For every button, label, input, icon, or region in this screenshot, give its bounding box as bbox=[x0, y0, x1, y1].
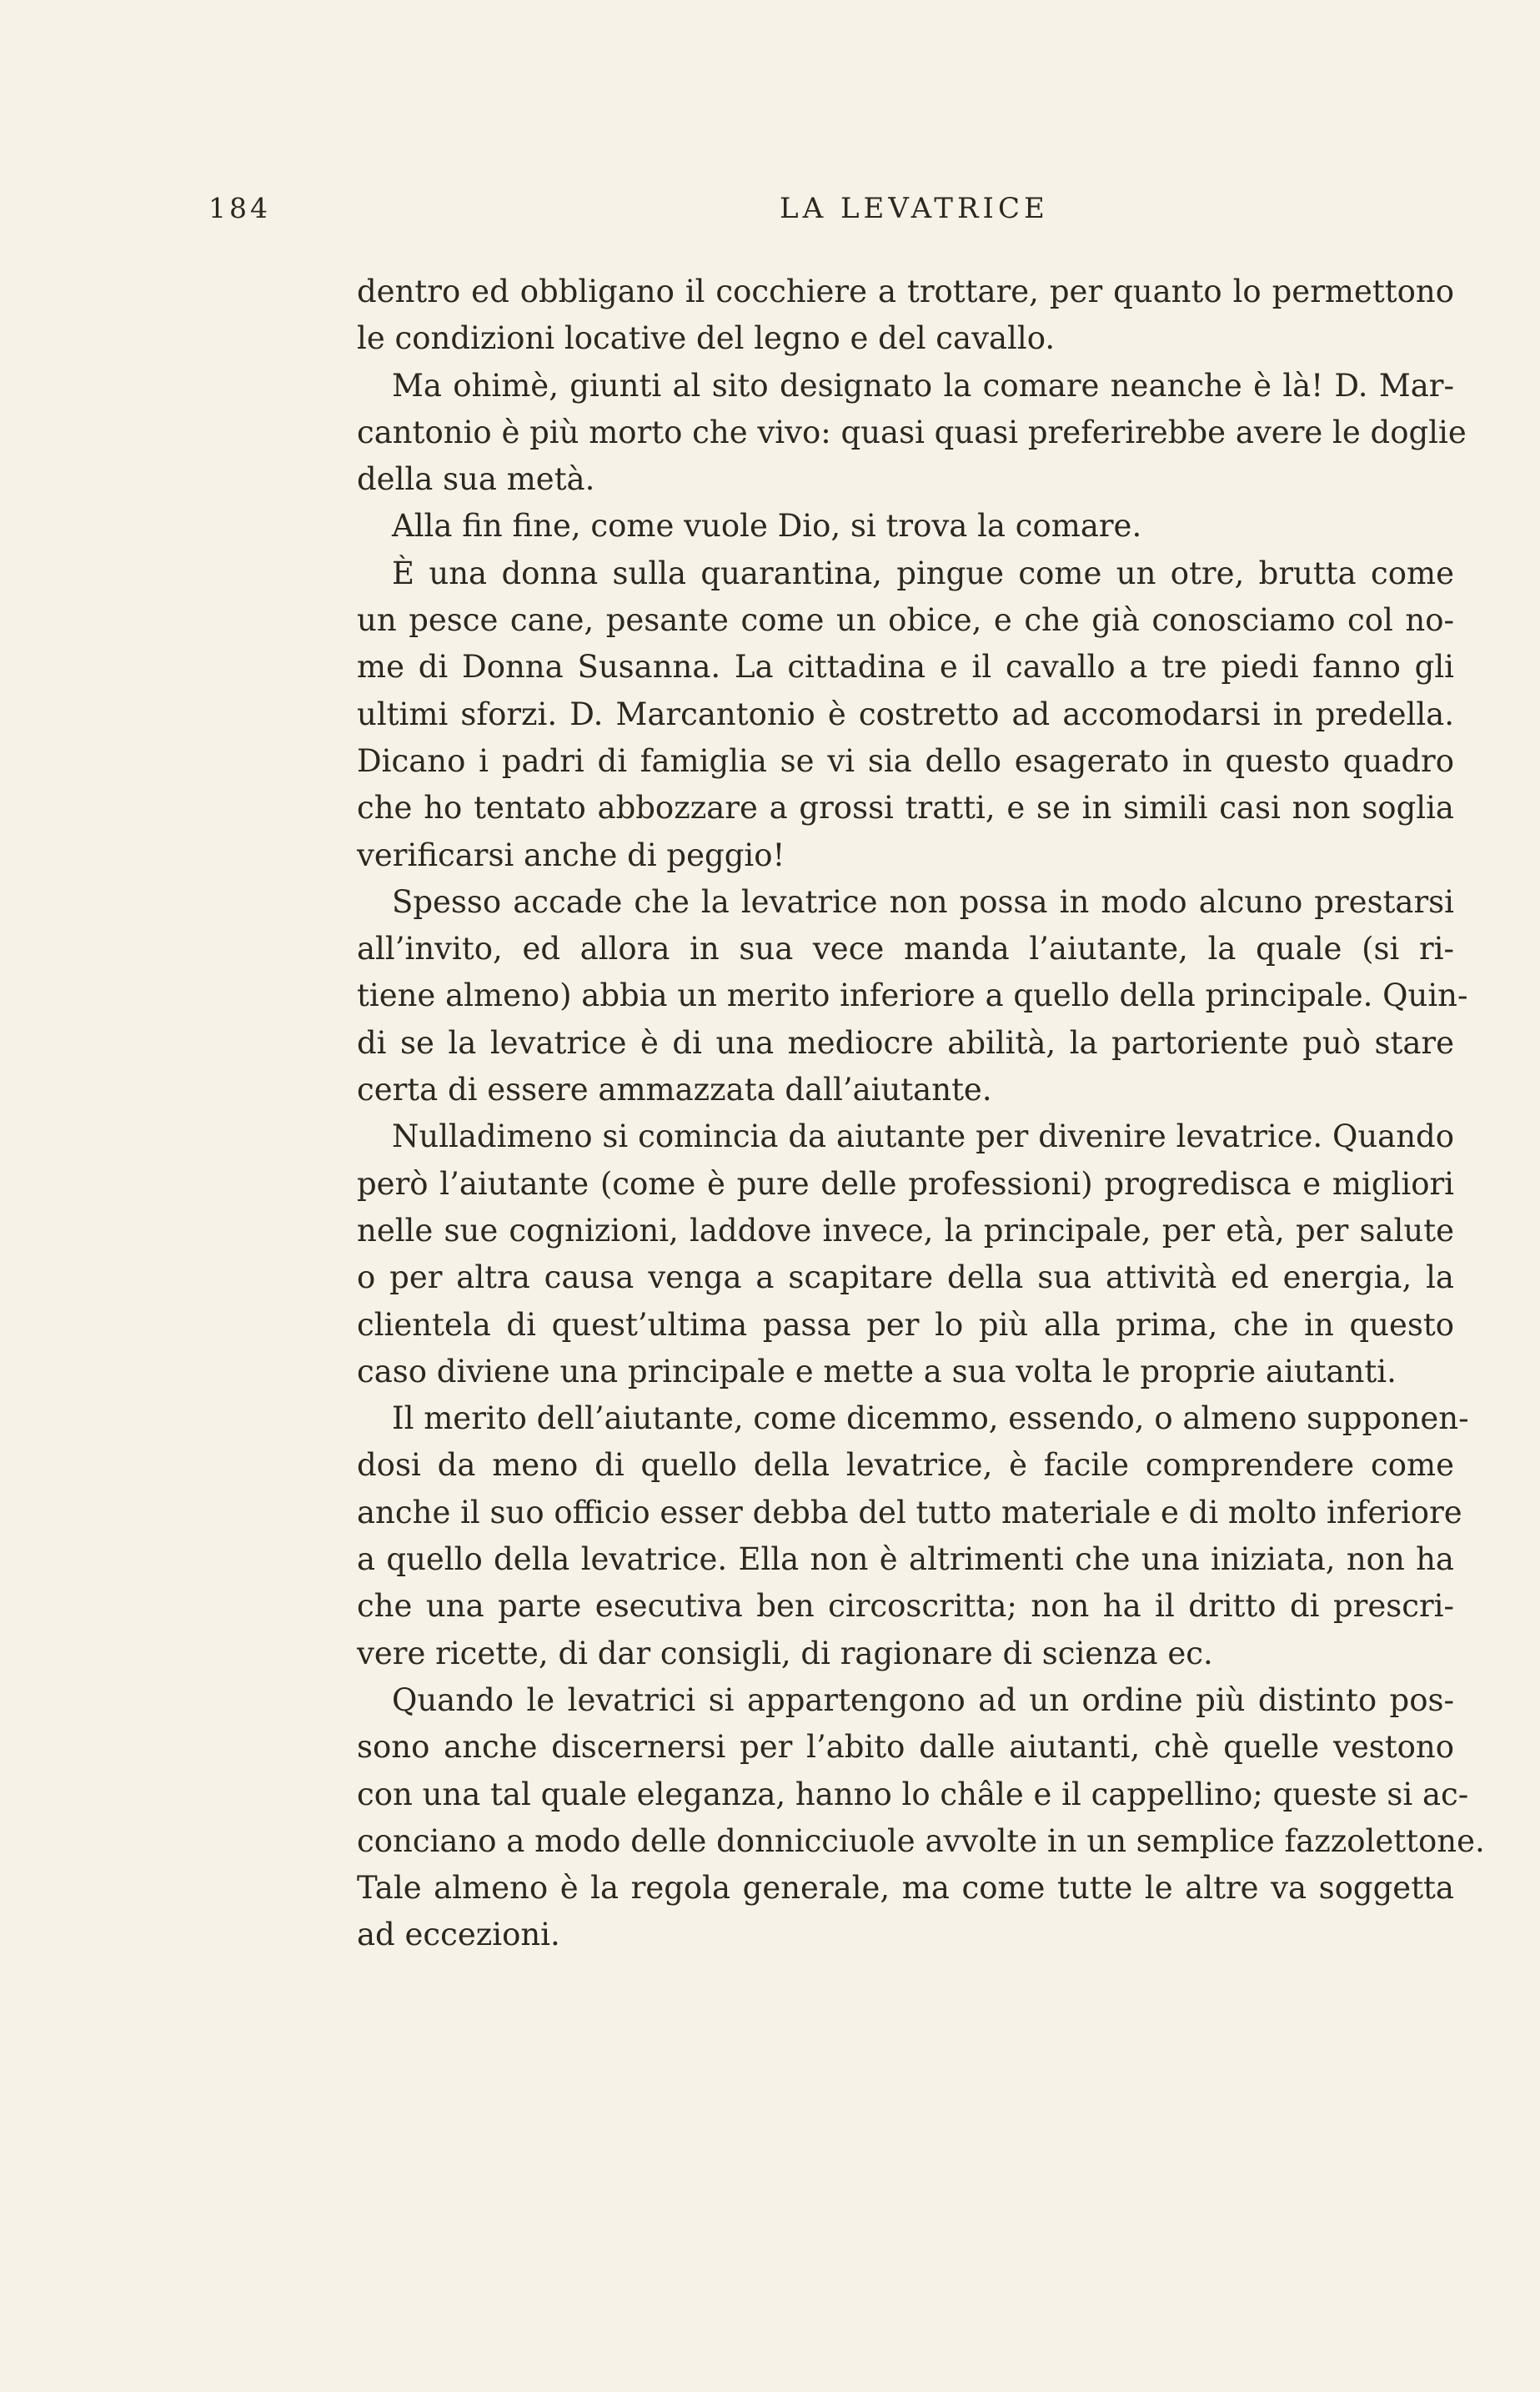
text-line: Spesso accade che la levatrice non possa in modo alcuno prestarsi bbox=[392, 883, 1454, 920]
text-line: le condizioni locative del legno e del cavallo. bbox=[357, 320, 1056, 357]
text-line: però l’aiutante (come è pure delle professioni) progredisca e migliori bbox=[357, 1165, 1454, 1202]
text-line: all’invito, ed allora in sua vece manda l’aiutante, la quale (si ri- bbox=[357, 931, 1454, 967]
text-line: a quello della levatrice. Ella non è altrimenti che una iniziata, non ha bbox=[357, 1541, 1454, 1578]
text-line: che una parte esecutiva ben circoscritta; non ha il dritto di prescri- bbox=[357, 1588, 1454, 1625]
text-line: che ho tentato abbozzare a grossi tratti, e se in simili casi non soglia bbox=[357, 790, 1454, 827]
text-line: con una tal quale eleganza, hanno lo châle e il cappellino; queste si ac- bbox=[357, 1776, 1469, 1812]
text-line: Quando le levatrici si appartengono ad un ordine più distinto pos- bbox=[392, 1681, 1454, 1718]
text-line: ultimi sforzi. D. Marcantonio è costretto ad accomodarsi in predella. bbox=[357, 696, 1454, 732]
text-line: me di Donna Susanna. La cittadina e il cavallo a tre piedi fanno gli bbox=[357, 649, 1454, 686]
body-text bbox=[357, 269, 1485, 1959]
text-line: di se la levatrice è di una mediocre abilità, la partoriente può stare bbox=[357, 1024, 1454, 1061]
text-line: È una donna sulla quarantina, pingue come un otre, brutta come bbox=[392, 555, 1454, 591]
text-line: Nulladimeno si comincia da aiutante per divenire levatrice. Quando bbox=[392, 1118, 1454, 1155]
text-line: sono anche discernersi per l’abito dalle aiutanti, chè quelle vestono bbox=[357, 1729, 1454, 1766]
text-line: nelle sue cognizioni, laddove invece, la principale, per età, per salute bbox=[357, 1212, 1454, 1249]
text-line: un pesce cane, pesante come un obice, e che già conosciamo col no- bbox=[357, 602, 1454, 639]
text-line: verificarsi anche di peggio! bbox=[357, 837, 785, 873]
text-line: caso diviene una principale e mette a sua volta le proprie aiutanti. bbox=[357, 1353, 1397, 1389]
text-line: Il merito dell’aiutante, come dicemmo, essendo, o almeno supponen- bbox=[392, 1400, 1469, 1437]
text-line: Alla fin fine, come vuole Dio, si trova la comare. bbox=[392, 508, 1142, 545]
text-line: Ma ohimè, giunti al sito designato la comare neanche è là! D. Mar- bbox=[392, 367, 1454, 404]
text-line: anche il suo officio esser debba del tutto materiale e di molto inferiore bbox=[357, 1494, 1462, 1530]
page-number: 184 bbox=[208, 192, 271, 224]
text-line: della sua metà. bbox=[357, 461, 595, 498]
text-line: certa di essere ammazzata dall’aiutante. bbox=[357, 1072, 992, 1108]
text-line: Tale almeno è la regola generale, ma come tutte le altre va soggetta bbox=[357, 1870, 1454, 1907]
page-header bbox=[0, 192, 1540, 234]
text-line: dentro ed obbligano il cocchiere a trottare, per quanto lo permettono bbox=[357, 274, 1454, 309]
text-line: clientela di quest’ultima passa per lo più alla prima, che in questo bbox=[357, 1306, 1454, 1343]
running-title: LA LEVATRICE bbox=[780, 192, 1049, 225]
text-line: Dicano i padri di famiglia se vi sia dello esagerato in questo quadro bbox=[357, 742, 1454, 779]
text-line: ad eccezioni. bbox=[357, 1917, 560, 1953]
text-line: tiene almeno) abbia un merito inferiore a quello della principale. Quin- bbox=[357, 977, 1468, 1014]
text-line: o per altra causa venga a scapitare della sua attività ed energia, la bbox=[357, 1259, 1454, 1296]
text-line: cantonio è più morto che vivo: quasi quasi preferirebbe avere le doglie bbox=[357, 414, 1467, 450]
text-line: vere ricette, di dar consigli, di ragionare di scienza ec. bbox=[357, 1635, 1213, 1671]
text-line: conciano a modo delle donnicciuole avvolte in un semplice fazzolettone. bbox=[357, 1822, 1485, 1859]
text-line: dosi da meno di quello della levatrice, è facile comprendere come bbox=[357, 1447, 1454, 1484]
